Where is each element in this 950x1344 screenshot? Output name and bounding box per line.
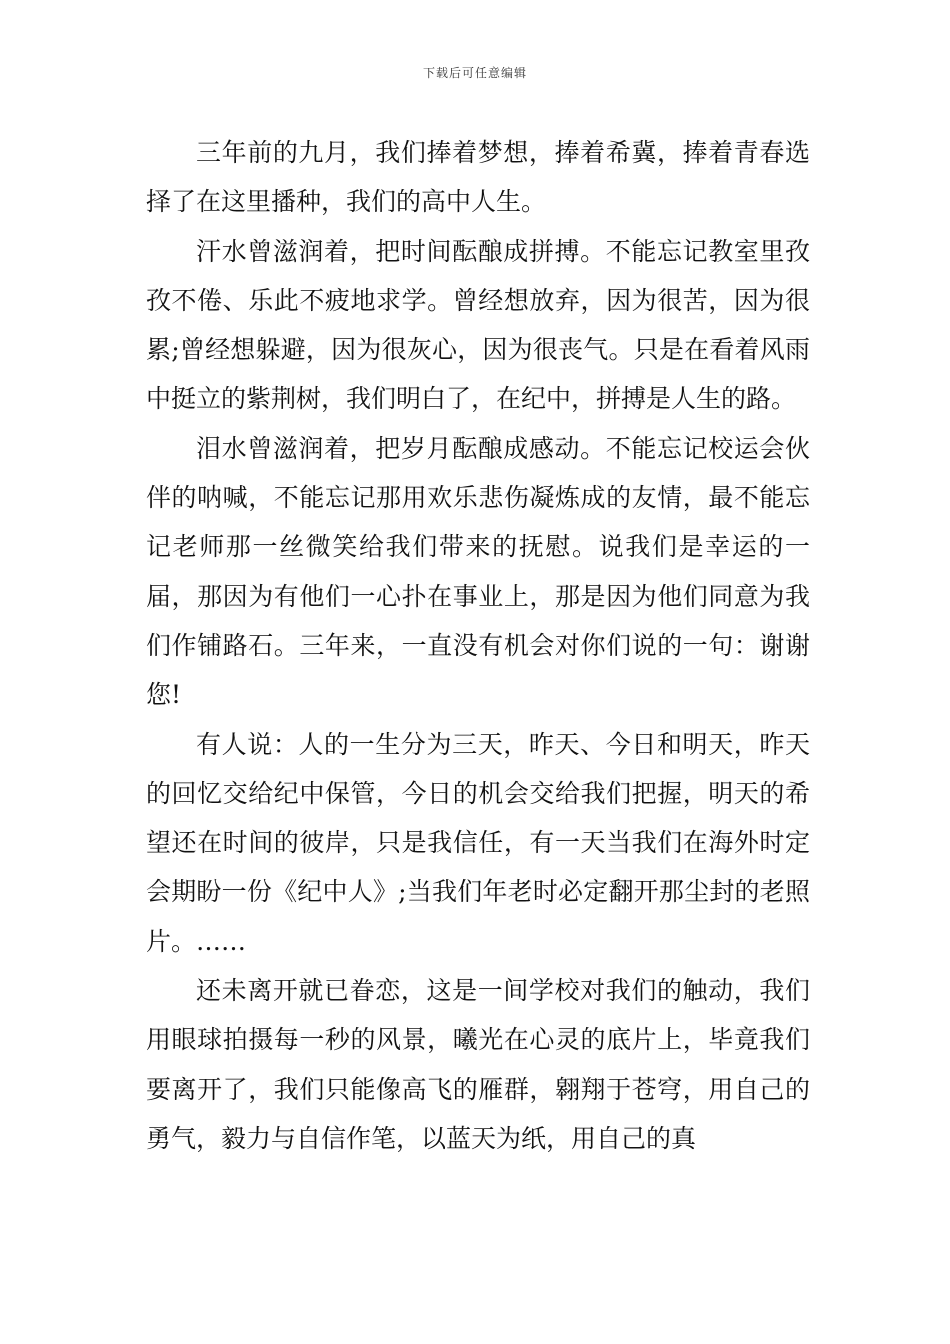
paragraph-5: 还未离开就已眷恋，这是一间学校对我们的触动，我们用眼球拍摄每一秒的风景，曦光在心灵的底片上，毕竟我们要离开了，我们只能像高飞的雁群，翱翔于苍穹，用自己的勇气，毅力与自信作笔，以蓝天为纸，用自己的真: [146, 976, 810, 1153]
paragraph-4: 有人说：人的一生分为三天，昨天、今日和明天，昨天的回忆交给纪中保管，今日的机会交给我们把握，明天的希望还在时间的彼岸，只是我信任，有一天当我们在海外时定会期盼一份《纪中人》;当我们年老时必定翻开那尘封的老照片。……: [146, 729, 810, 956]
page-header: 下载后可任意编辑: [422, 66, 527, 80]
paragraph-2: 汗水曾滋润着，把时间酝酿成拼搏。不能忘记教室里孜孜不倦、乐此不疲地求学。曾经想放弃，因为很苦，因为很累;曾经想躲避，因为很灰心，因为很丧气。只是在看着风雨中挺立的紫荆树，我们明白了，在纪中，拼搏是人生的路。: [146, 236, 810, 414]
paragraph-1: 三年前的九月，我们捧着梦想，捧着希冀，捧着青春选择了在这里播种，我们的高中人生。: [146, 138, 810, 217]
paragraph-3: 泪水曾滋润着，把岁月酝酿成感动。不能忘记校运会伙伴的呐喊，不能忘记那用欢乐悲伤凝炼成的友情，最不能忘记老师那一丝微笑给我们带来的抚慰。说我们是幸运的一届，那因为有他们一心扑在事业上，那是因为他们同意为我们作铺路石。三年来，一直没有机会对你们说的一句：谢谢您!: [146, 433, 810, 710]
document-body: [146, 128, 810, 1163]
